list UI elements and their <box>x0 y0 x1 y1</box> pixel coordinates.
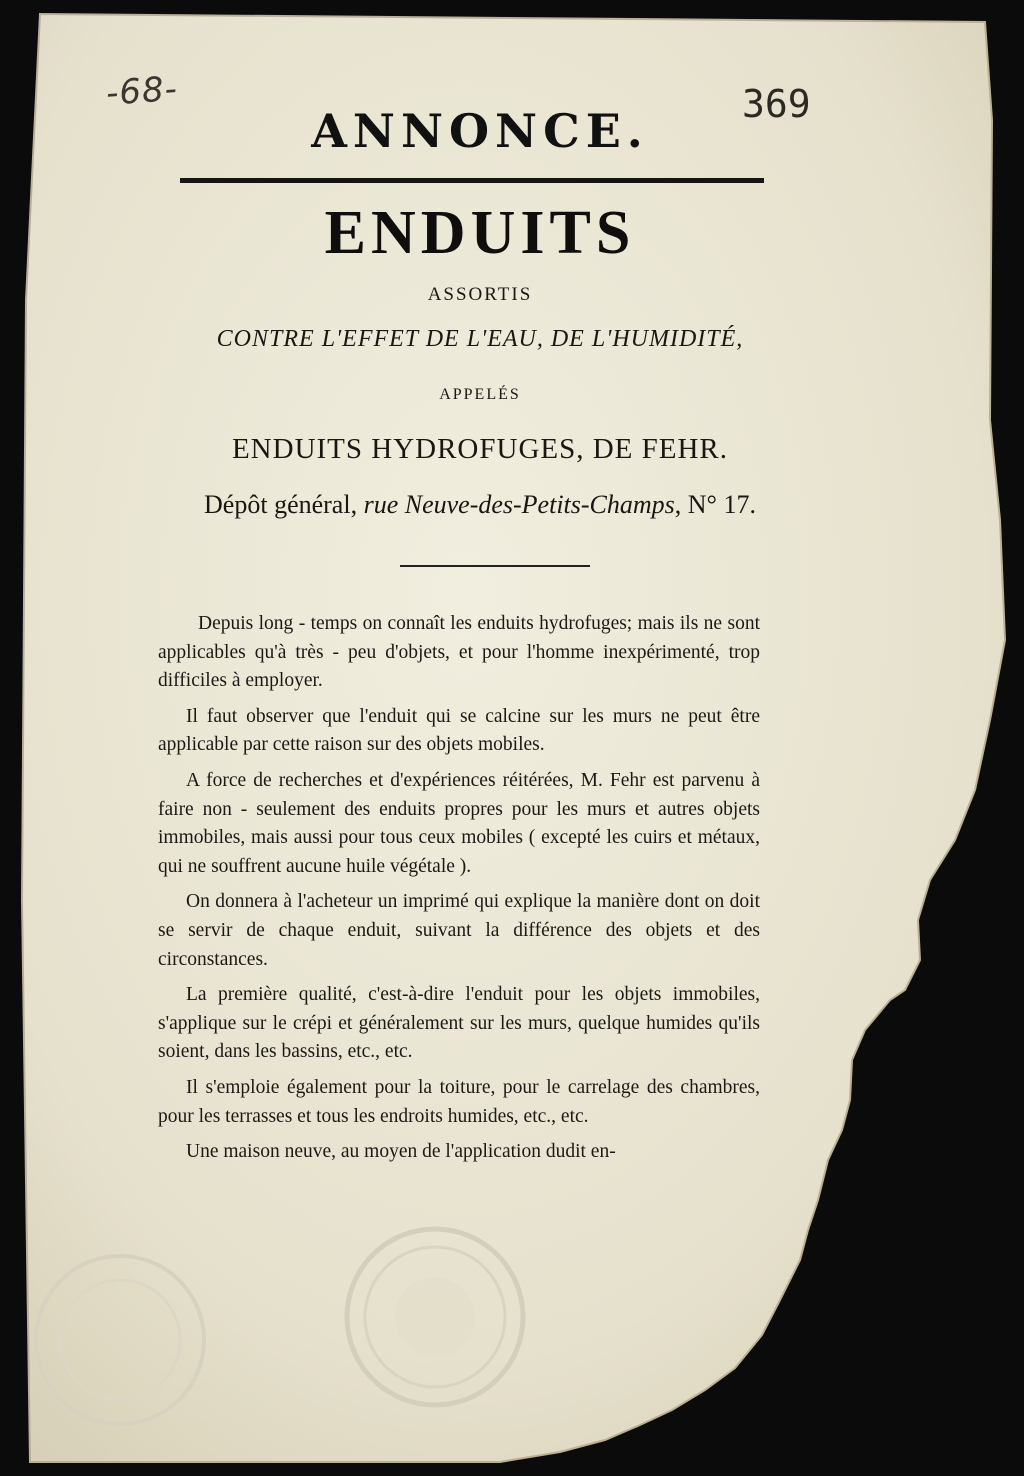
embossed-seal <box>340 1222 530 1412</box>
paragraph: Depuis long - temps on connaît les enduits hydrofuges; mais ils ne sont applicables qu'à très - peu d'objets, et pour l'homme inexpérimenté, trop difficiles à employer. <box>158 613 760 692</box>
paragraph: On donnera à l'acheteur un imprimé qui explique la manière dont on doit se servir de chaque enduit, suivant la différence des objets et des circonstances. <box>158 891 760 970</box>
subtitle-contre: CONTRE L'EFFET DE L'EAU, DE L'HUMIDITÉ, <box>216 326 744 352</box>
handwritten-note: -68- <box>104 68 180 114</box>
depot-address <box>140 490 820 520</box>
page-title: ENDUITS <box>324 199 636 267</box>
annonce-heading: ANNONCE. <box>311 104 649 158</box>
embossed-seal-faint <box>30 1250 210 1430</box>
heading-rule <box>180 178 764 183</box>
paragraph: Une maison neuve, au moyen de l'application dudit en- <box>186 1141 616 1163</box>
depot-street: rue Neuve-des-Petits-Champs <box>363 490 675 519</box>
paragraph: Il faut observer que l'enduit qui se calcine sur les murs ne peut être applicable par cette raison sur des objets mobiles. <box>158 705 760 756</box>
paragraph: La première qualité, c'est-à-dire l'enduit pour les objets immobiles, s'applique sur le crépi et généralement sur les murs, quelque humides qu'ils soient, dans les bassins, etc., etc. <box>158 984 760 1063</box>
paragraph: A force de recherches et d'expériences réitérées, M. Fehr est parvenu à faire non - seulement des enduits propres pour les murs et autres objets immobiles, mais aussi pour tous ceux mobiles ( excepté les cuirs et métaux, qui ne souffrent aucune huile végétale ). <box>158 769 760 877</box>
paragraph: Il s'emploie également pour la toiture, pour le carrelage des chambres, pour les terrasses et tous les endroits humides, etc., etc. <box>158 1076 760 1127</box>
section-rule <box>400 565 590 567</box>
depot-number: , N° 17. <box>674 490 756 519</box>
body-text <box>158 610 760 1174</box>
product-name: ENDUITS HYDROFUGES, DE FEHR. <box>231 433 729 465</box>
subtitle-assortis: ASSORTIS <box>427 284 533 305</box>
subtitle-appeles: APPELÉS <box>439 386 521 403</box>
depot-prefix: Dépôt général, <box>204 490 364 519</box>
page-number: 369 <box>742 82 811 126</box>
